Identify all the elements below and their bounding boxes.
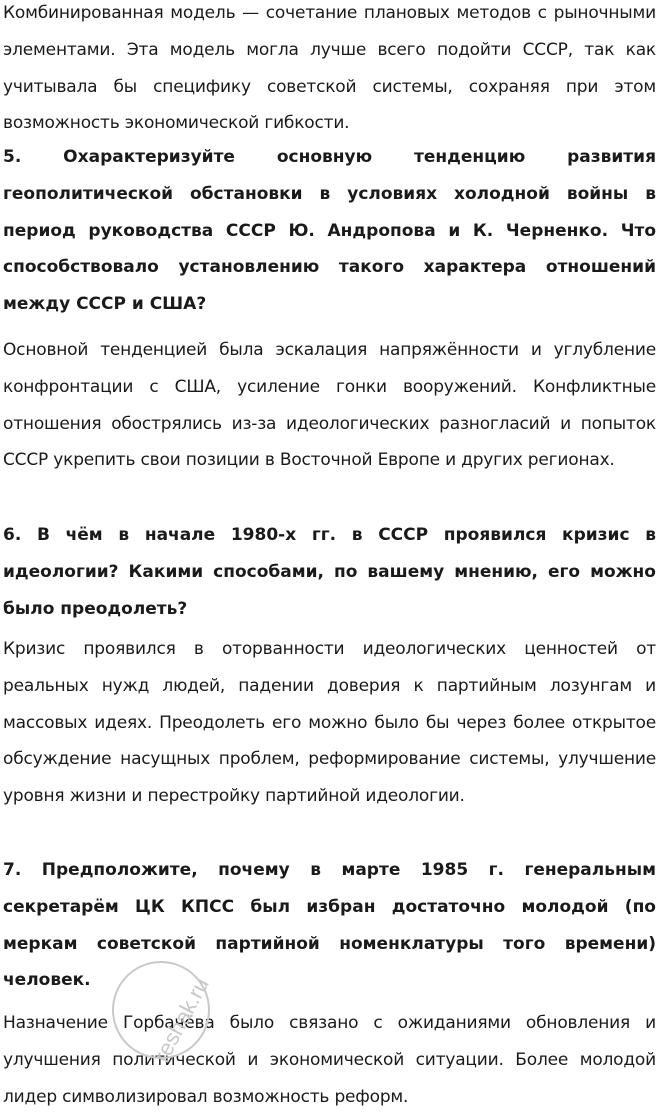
- answer-4-text: Комбинированная модель — сочетание плановых методов с рыночными элементами. Эта модель могла лучше всего подойти СССР, так как учитывала бы специфику советской системы, сохраняя при этом возможность экономической гибкости.: [3, 3, 656, 134]
- question-5-text: 5. Охарактеризуйте основную тенденцию развития геополитической обстановки в условиях холодной войны в период руководства СССР Ю. Андропова и К. Черненко. Что способствовало установлению такого характера отношений между СССР и США?: [3, 147, 656, 315]
- question-6-block: [3, 517, 656, 627]
- answer-4-block: [3, 0, 656, 142]
- answer-6-text: Кризис проявился в оторванности идеологических ценностей от реальных нужд людей, падении доверия к партийным лозунгам и массовых идеях. Преодолеть его можно было бы через более открытое обсуждение насущных проблем, реформирование системы, улучшение уровня жизни и перестройку партийной идеологии.: [3, 639, 656, 807]
- answer-5-block: [3, 332, 656, 479]
- watermark-text: reshak.ru: [148, 973, 214, 1067]
- question-7-block: [3, 852, 656, 999]
- question-5-block: [3, 139, 656, 323]
- question-7-text: 7. Предположите, почему в марте 1985 г. генеральным секретарём ЦК КПСС был избран достаточно молодой (по меркам советской партийной номенклатуры того времени) человек.: [3, 860, 656, 991]
- answer-7-text: Назначение Горбачёва было связано с ожиданиями обновления и улучшения политической и экономической ситуации. Более молодой лидер символизировал возможность реформ.: [3, 1013, 656, 1107]
- answer-6-block: [3, 631, 656, 815]
- answer-7-block: [3, 1005, 656, 1115]
- answer-5-text: Основной тенденцией была эскалация напряжённости и углубление конфронтации с США, усиление гонки вооружений. Конфликтные отношения обострялись из-за идеологических разногласий и попыток СССР укрепить свои позиции в Восточной Европе и других регионах.: [3, 340, 656, 471]
- question-6-text: 6. В чём в начале 1980-х гг. в СССР проявился кризис в идеологии? Какими способами, по вашему мнению, его можно было преодолеть?: [3, 525, 656, 619]
